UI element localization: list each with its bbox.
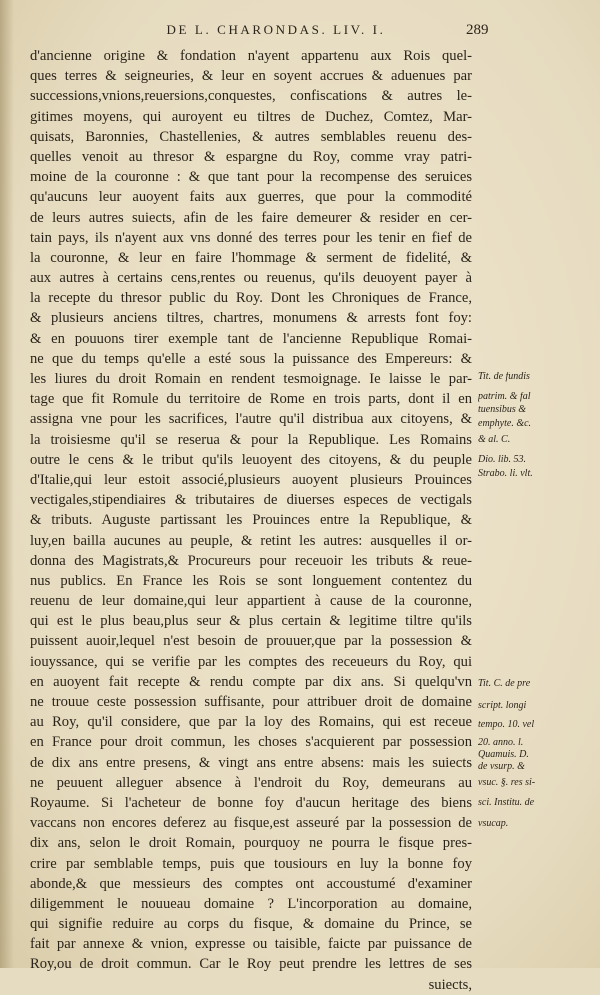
- text-line: puissent auoir,lequel n'est besoin de prouuer,que par la possession &: [30, 633, 472, 650]
- text-line: suiects,: [428, 976, 472, 993]
- text-line: iouyssance, qui se verifie par les comptes des receueurs du Roy, qui: [30, 653, 472, 670]
- text-line: de leurs autres suiects, afin de les faire demeurer & resider en cer-: [30, 209, 472, 226]
- margin-note: vsucap.: [478, 818, 509, 829]
- text-line: luy,en bailla aucunes au peuple, & retint les autres: ausquelles il or-: [30, 532, 472, 549]
- body-text: [30, 46, 472, 995]
- text-line: vectigales,stipendiaires & tributaires de diuerses especes de vectigals: [30, 492, 472, 509]
- text-line: assigna vne pour les sacrifices, l'autre qu'il distribua aux citoyens, &: [30, 411, 472, 428]
- text-line: tain pays, ils n'ayent aux vns donné des terres pour les tenir en fief de: [30, 229, 472, 246]
- margin-note: vsuc. §. res si-: [478, 778, 536, 789]
- text-line: la troisiesme qu'il se reserua & pour la Republique. Les Romains: [30, 431, 472, 448]
- text-line: au Roy, qu'il considere, que par la loy des Romains, qui est receue: [30, 714, 472, 731]
- text-line: ques terres & seigneuries, & leur en soyent accrues & aduenues par: [30, 68, 472, 85]
- text-line: d'Italie,qui leur estoit associé,plusieurs auoyent plusieurs Prouinces: [30, 471, 472, 488]
- text-line: crire par semblable temps, puis que tousiours en luy la bonne foy: [30, 855, 472, 872]
- text-line: diligemment le nouueau domaine ? L'incorporation au domaine,: [30, 895, 472, 912]
- text-line: ne trouue ceste possession suffisante, pour attribuer droit de domaine: [30, 694, 472, 710]
- text-line: gitimes moyens, qui auroyent eu tiltres de Duchez, Comtez, Mar-: [30, 108, 472, 125]
- text-line: fait par annexe & vnion, expresse ou taisible, faicte par puissance de: [30, 936, 472, 953]
- text-line: qui signifie reduire au corps du fisque, & domaine du Prince, se: [30, 916, 472, 933]
- text-line: reuenu de leur domaine,qui leur appartient à cause de la couronne,: [30, 593, 472, 610]
- margin-note: tempo. 10. vel: [478, 719, 535, 730]
- text-line: vaccans non encores deferez au fisque,est asseuré par la possession de: [30, 815, 472, 832]
- margin-note: script. longi: [478, 701, 527, 712]
- margin-note: tuensibus &: [478, 404, 527, 415]
- margin-note: sci. Institu. de: [478, 798, 535, 809]
- text-line: quelles venoit au thresor & espargne du Roy, comme vray patri-: [30, 148, 472, 165]
- text-line: successions,vnions,reuersions,conquestes, confiscations & autres le-: [30, 88, 472, 105]
- margin-note: Tit. de fundis: [478, 372, 530, 383]
- text-line: ne peuuent alleguer absence à l'endroit du Roy, demeurans au: [30, 774, 472, 791]
- text-line: ne que du temps qu'elle a esté sous la puissance des Empereurs: &: [30, 350, 472, 367]
- margin-note: Quamuis. D.: [478, 749, 529, 760]
- margin-note: Strabo. li. vlt.: [478, 469, 533, 480]
- text-line: de dix ans entre presens, & vingt ans entre absens: mais les suiects: [30, 754, 472, 771]
- text-line: en auoyent fait recepte & rendu compte par dix ans. Si quelqu'vn: [30, 673, 472, 690]
- margin-note: Dio. lib. 53.: [478, 455, 527, 466]
- text-line: Roy,ou de droit commun. Car le Roy peut prendre les lettres de ses: [30, 956, 472, 973]
- margin-note: 20. anno. l.: [478, 737, 524, 748]
- margin-note: de vsurp. &: [478, 762, 525, 773]
- text-line: les liures du droit Romain en rendent tesmoignage. Ie laisse le par-: [30, 371, 472, 387]
- text-line: quisats, Baronnies, Chastellenies, & autres semblables reuenu des-: [30, 128, 472, 145]
- text-line: qui est le plus beau,plus seur & plus certain & legitime tiltre qu'ils: [30, 613, 472, 630]
- running-head: DE L. CHARONDAS. LIV. I.: [166, 22, 386, 37]
- text-line: aux autres à certains cens,rentes ou reuenus, qu'ils deuoyent payer à: [30, 270, 472, 287]
- text-line: donna des Magistrats,& Procureurs pour receuoir les tributs & reue-: [30, 552, 472, 569]
- margin-note: Tit. C. de pre: [478, 679, 531, 690]
- text-line: & tributs. Auguste partissant les Prouinces entre la Republique, &: [30, 512, 472, 529]
- margin-note: & al. C.: [478, 434, 511, 445]
- margin-note: emphyte. &c.: [478, 418, 532, 429]
- text-line: qu'aucuns leur auoyent faits aux guerres, que pour la commodité: [30, 189, 472, 206]
- margin-note: patrim. & fal: [478, 392, 531, 403]
- text-line: abonde,& que messieurs des comptes ont accoustumé d'examiner: [30, 875, 472, 892]
- text-line: outre le cens & le tribut qu'ils leuoyent des citoyens, & du peuple: [30, 451, 472, 468]
- text-line: dix ans, selon le droit Romain, pourquoy ne pourra le fisque pres-: [30, 835, 472, 852]
- text-line: la recepte du thresor public du Roy. Dont les Chroniques de France,: [30, 290, 472, 307]
- text-line: & plusieurs anciens tiltres, chartres, monumens & arrests font foy:: [30, 310, 472, 327]
- text-line: en France pour droit commun, les choses s'acquierent par possession: [30, 734, 472, 751]
- text-line: la couronne, & leur en faire l'hommage & serment de fidelité, &: [30, 249, 472, 266]
- text-line: tage que fit Romule du territoire de Rome en trois parts, dont il en: [30, 391, 472, 408]
- text-line: nus publics. En France les Rois se sont longuement contentez du: [30, 572, 472, 589]
- page-number: 289: [466, 22, 489, 38]
- text-line: & en pouuons tirer exemple tant de l'ancienne Republique Romai-: [30, 330, 472, 347]
- text-line: d'ancienne origine & fondation n'ayent appartenu aux Rois quel-: [30, 48, 472, 64]
- text-line: Royaume. Si l'acheteur de bonne foy d'aucun heritage des biens: [30, 794, 472, 811]
- text-line: moine de la couronne : & que tant pour la recompense des seruices: [30, 169, 472, 186]
